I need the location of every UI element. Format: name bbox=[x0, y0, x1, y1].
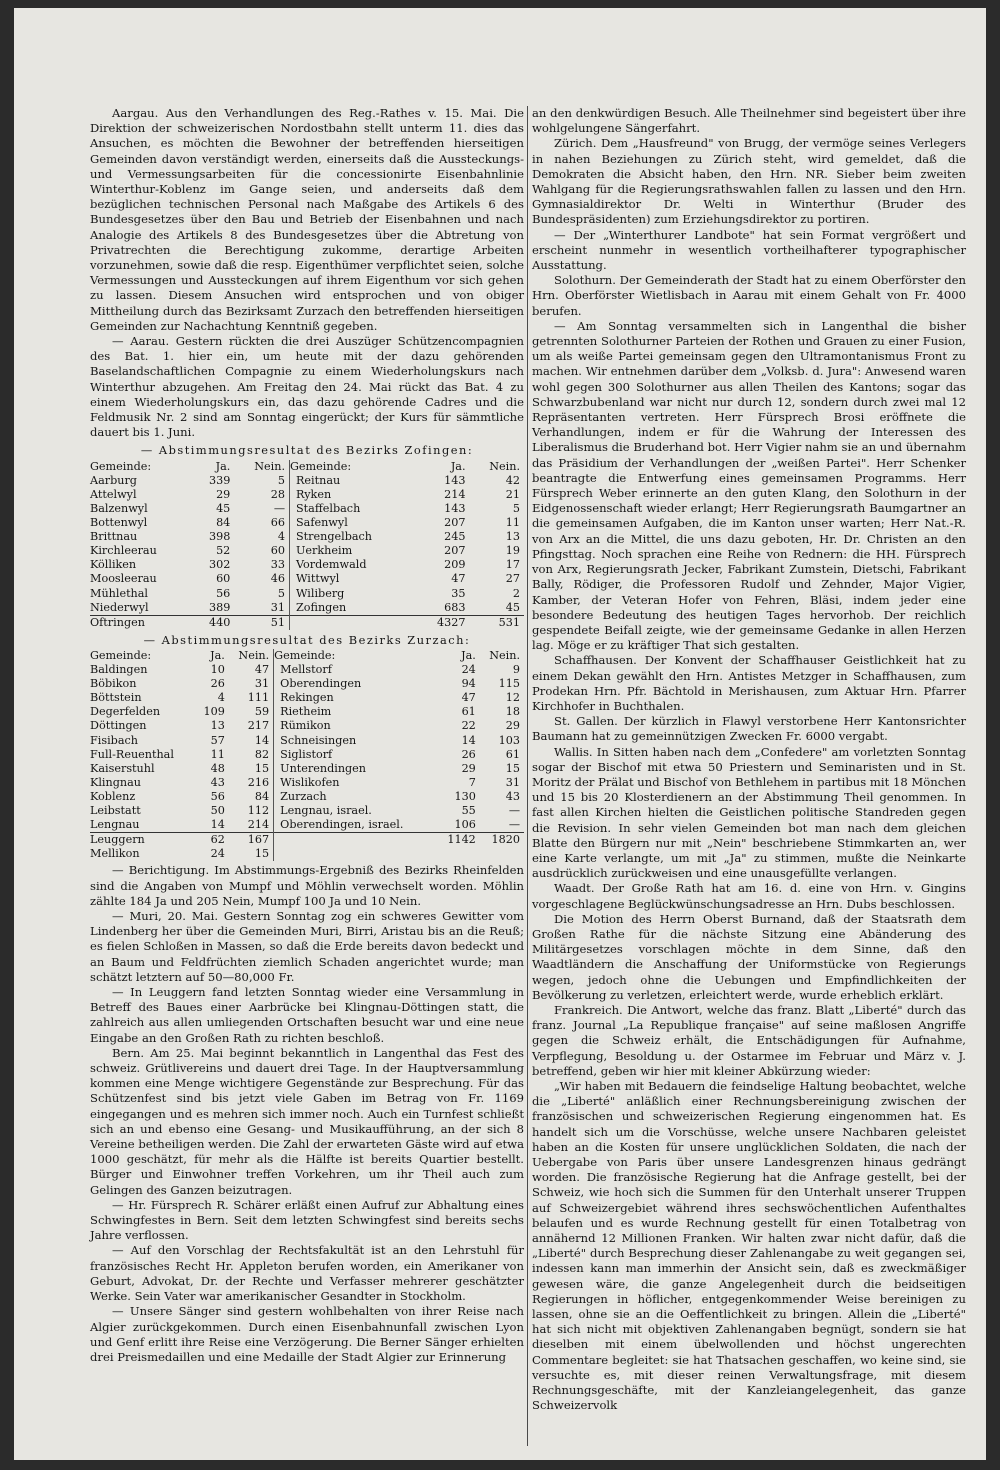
table-cell: Fisibach bbox=[90, 733, 138, 747]
table-cell: 209 bbox=[444, 558, 466, 572]
table-row bbox=[90, 601, 524, 616]
table-cell: 94 bbox=[461, 677, 476, 691]
table-cell: 15 bbox=[254, 847, 270, 861]
table-cell: 26 bbox=[461, 747, 476, 761]
table-cell: 47 bbox=[254, 663, 270, 677]
table-cell: 1142 bbox=[439, 833, 480, 848]
article-schwingfest: — Hr. Fürsprech R. Schärer erläßt einen Aufruf zur Abhaltung eines Schwingfestes in Bern. Seit dem letzten Schwingfest sind bereits sechs Jahre verflossen. bbox=[90, 1197, 524, 1243]
table-cell: 56 bbox=[210, 789, 225, 803]
table-cell: 14 bbox=[210, 818, 225, 832]
table-cell: 5 bbox=[512, 501, 520, 515]
left-column bbox=[90, 106, 524, 1365]
table-row bbox=[90, 488, 524, 502]
table-cell: 60 bbox=[270, 544, 285, 558]
table-cell: 216 bbox=[247, 775, 270, 789]
table-cell: Rümikon bbox=[274, 719, 439, 733]
table-cell: Oftringen bbox=[90, 615, 195, 630]
table-cell: Zofingen bbox=[290, 601, 419, 616]
table-cell: Moosleerau bbox=[90, 572, 157, 586]
table-cell: Kölliken bbox=[90, 558, 137, 572]
table-cell bbox=[274, 847, 439, 861]
table-cell: Lengnau bbox=[90, 818, 140, 832]
table-cell: 111 bbox=[247, 691, 270, 705]
table-cell: Mellstorf bbox=[274, 663, 439, 677]
table-cell: 531 bbox=[470, 615, 524, 630]
table-row bbox=[90, 544, 524, 558]
table-cell: — bbox=[508, 818, 520, 832]
table-cell: 19 bbox=[505, 544, 520, 558]
article-aarau: — Aarau. Gestern rückten die drei Auszüger Schützencompagnien des Bat. 1. hier ein, um heute mit der dazu gehörenden Baselandschaftlichen Compagnie zu einem Wiederholungskurs nach Winterthur abzugehen. Am Freitag den 24. Mai rückt das Bat. 4 zu einem Wiederholungskurs ein, das dazu gehörende Cadres und die Feldmusik Nr. 2 sind am Sonntag eingerückt; der Kurs für sämmtliche dauert bis 1. Juni. bbox=[90, 334, 524, 440]
column-divider bbox=[527, 106, 528, 1446]
table-row bbox=[90, 558, 524, 572]
header-cell: Nein. bbox=[254, 459, 285, 473]
table-row bbox=[90, 705, 524, 719]
table-cell: 440 bbox=[195, 615, 235, 630]
header-cell: Nein. bbox=[489, 649, 520, 662]
article-waadt: Waadt. Der Große Rath hat am 16. d. eine von Hrn. v. Gingins vorgeschlagene Beglückwünschungsadresse an Hrn. Dubs beschlossen. bbox=[532, 881, 966, 911]
table-cell: 12 bbox=[505, 691, 520, 705]
header-cell: Nein. bbox=[238, 649, 270, 662]
table-cell: 33 bbox=[270, 558, 285, 572]
table-cell: 10 bbox=[210, 663, 225, 677]
article-frankreich-quote: „Wir haben mit Bedauern die feindselige Haltung beobachtet, welche die „Liberté" anläßlich einer Rechnungsbereinigung zwischen der französischen und schweizerischen Regierung eingenommen hat. Es handelt sich um die Vorschüsse, welche unsere Nachbaren geleistet haben an die Kosten für unsere unglücklichen Soldaten, die nach der Uebergabe von Paris über unsere Landesgrenzen hinaus gedrängt worden. Die französische Regierung hat die Anfrage gestellt, bei der Schweiz, wie hoch sich die Summen für den Unterhalt unserer Truppen auf Schweizergebiet während ihres sechswöchentlichen Aufenthaltes belaufen und es wurde Rechnung gestellt für einen Totalbetrag von annähernd 12 Millionen Franken. Wir halten zwar nicht dafür, daß die „Liberté" durch Besprechung dieser Zahlenangabe zu weit gegangen sei, indessen kann man immerhin der Ansicht sein, daß es zweckmäßiger gewesen wäre, die ganze Angelegenheit durch die beidseitigen Regierungen in höflicher, entgegenkommender Weise bereinigen zu lassen, ohne sie an die Oeffentlichkeit zu bringen. Allein die „Liberté" hat sich nicht mit objektiven Zahlenangaben begnügt, sondern sie hat dieselben mit einem übelwollenden und höchst ungerechten Commentare begleitet: sie hat Thatsachen geschaffen, wo keine sind, sie versuchte es, mit dieser reinen Verwaltungsfrage, mit diesem Rechnungsgeschäfte, mit der Kanzleiangelegenheit, das ganze Schweizervolk bbox=[532, 1079, 966, 1413]
table-cell: 45 bbox=[216, 501, 231, 515]
header-cell: Gemeinde: bbox=[274, 649, 439, 663]
table-cell: Böttstein bbox=[90, 691, 142, 705]
article-langenthal: — Am Sonntag versammelten sich in Langenthal die bisher getrennten Solothurner Parteien der Rothen und Grauen zu einer Fusion, um als weiße Partei gemeinsam gegen den Ultramontanismus Front zu machen. Wir entnehmen darüber dem „Volksb. d. Jura": Anwesend waren wohl gegen 300 Solothurner aus allen Theilen des Kantons; sogar das Schwarzbubenland war nicht nur durch 12, sondern durch zwei mal 12 Repräsentanten vertreten. Herr Fürsprech Brosi eröffnete die Verhandlungen, indem er für die Wahrung der Interessen des Liberalismus die Bruderhand bot. Herr Vigier nahm sie an und übernahm das Präsidium der Verhandlungen der „weißen Partei". Herr Schenker beantragte die Entwerfung eines gemeinsamen Programms. Herr Fürsprech Weber erinnerte an den guten Klang, den Solothurn in der Eidgenossenschaft wieder erlangt; Herr Regierungsrath Baumgartner an die gemeinsamen Aufgaben, die im Kanton unser warten; Herr Nat.-R. von Arx an die Mittel, die uns dazu geboten, Hr. Dr. Christen an den Pfingsttag. Noch sprachen eine Reihe von Rednern: die HH. Fürsprech von Arx, Regierungsrath Jecker, Fabrikant Zumstein, Dietschi, Fabrikant Bally, Rödiger, die Professoren Rudolf und Zehnder, Major Vigier, Kamber, der Veteran Hofer von Fehren, Bläsi, indem jeder eine besondere Bedeutung des heutigen Tages hervorhob. Der reichlich gespendete Beifall zeigte, wie der gemeinsame Gedanke in allen Herzen lag. Möge er zu kräftiger That sich gestalten. bbox=[532, 318, 966, 653]
table-cell: Safenwyl bbox=[290, 516, 419, 530]
table-cell: 302 bbox=[208, 558, 231, 572]
article-schaffhausen: Schaffhausen. Der Konvent der Schaffhauser Geistlichkeit hat zu einem Dekan gewählt den Hrn. Antistes Metzger in Schaffhausen, zum Prodekan Hrn. Pfr. Bächtold in Merishausen, zum Aktuar Hrn. Pfarrer Kirchhofer in Buchthalen. bbox=[532, 653, 966, 713]
zofingen-table-title: — Abstimmungsresultat des Bezirks Zofingen: bbox=[140, 443, 474, 458]
table-cell bbox=[274, 833, 439, 848]
table-cell: 14 bbox=[254, 733, 270, 747]
header-cell: Ja. bbox=[461, 649, 476, 662]
table-cell: 103 bbox=[498, 733, 520, 747]
table-cell: 214 bbox=[247, 818, 270, 832]
table-row bbox=[90, 663, 524, 677]
table-cell: 4 bbox=[277, 530, 285, 544]
table-cell: Ryken bbox=[290, 488, 419, 502]
article-st-gallen: St. Gallen. Der kürzlich in Flawyl verstorbene Herr Kantonsrichter Baumann hat zu gemeinnützigen Zwecken Fr. 6000 vergabt. bbox=[532, 714, 966, 744]
article-saenger-cont: an den denkwürdigen Besuch. Alle Theilnehmer sind begeistert über ihre wohlgelungene Sängerfahrt. bbox=[532, 106, 966, 136]
table-cell: Mellikon bbox=[90, 847, 140, 861]
table-row bbox=[90, 615, 524, 630]
table-cell: Leuggern bbox=[90, 833, 197, 848]
table-cell: 47 bbox=[451, 572, 466, 586]
table-cell: 22 bbox=[461, 719, 476, 733]
table-row bbox=[90, 677, 524, 691]
table-cell: 11 bbox=[505, 516, 520, 530]
table-cell: 17 bbox=[505, 558, 520, 572]
article-berichtigung: — Berichtigung. Im Abstimmungs-Ergebniß des Bezirks Rheinfelden sind die Angaben von Mumpf und Möhlin verwechselt worden. Möhlin zählte 184 Ja und 205 Nein, Mumpf 100 Ja und 10 Nein. bbox=[90, 863, 524, 908]
table-cell: 13 bbox=[505, 530, 520, 544]
table-cell: — bbox=[273, 501, 285, 515]
table-cell: 43 bbox=[210, 775, 225, 789]
table-row bbox=[90, 502, 524, 516]
table-cell: 60 bbox=[216, 572, 231, 586]
table-cell: Degerfelden bbox=[90, 705, 161, 719]
table-cell: 48 bbox=[210, 761, 225, 775]
table-cell: 143 bbox=[444, 501, 466, 515]
table-row bbox=[90, 719, 524, 733]
table-cell: 29 bbox=[505, 719, 520, 733]
table-cell: 167 bbox=[229, 833, 274, 848]
header-cell: Gemeinde: bbox=[90, 459, 152, 473]
article-wallis: Wallis. In Sitten haben nach dem „Confedere" am vorletzten Sonntag sogar der Bischof mit etwa 50 Priestern und Seminaristen und in St. Moritz der Prälat und Bischof von Bethlehem in partibus mit 18 Mönchen und 15 bis 20 Klosterdienern an der Abstimmung Theil genommen. In fast allen Kirchen hielten die Geistlichen politische Standreden gegen die Revision. In sehr vielen Gemeinden bot man nach dem gleichen Blatte den Bürgern nur mit „Nein" beschriebene Stimmkarten an, wer eine Karte verlangte, um mit „Ja" zu stimmen, mußte die Neinkarte ausdrücklich zurückweisen und eine unausgefüllte verlangen. bbox=[532, 744, 966, 881]
table-cell: Full-Reuenthal bbox=[90, 747, 174, 761]
article-solothurn: Solothurn. Der Gemeinderath der Stadt hat zu einem Oberförster den Hrn. Oberförster Wietlisbach in Aarau mit einem Gehalt von Fr. 4000 berufen. bbox=[532, 273, 966, 318]
zofingen-table-body bbox=[90, 474, 524, 630]
table-cell: 52 bbox=[216, 544, 231, 558]
table-cell: 13 bbox=[210, 719, 225, 733]
table-row bbox=[90, 516, 524, 530]
table-cell: 27 bbox=[505, 572, 520, 586]
table-cell: 84 bbox=[254, 789, 270, 803]
table-row bbox=[90, 790, 524, 804]
table-cell: 15 bbox=[505, 761, 520, 775]
table-cell: 106 bbox=[454, 818, 476, 832]
table-cell: 29 bbox=[216, 487, 231, 501]
table-cell: 2 bbox=[512, 586, 520, 600]
table-cell: 61 bbox=[461, 705, 476, 719]
table-cell: Zurzach bbox=[274, 790, 439, 804]
table-cell: 389 bbox=[208, 600, 231, 614]
table-cell: Siglistorf bbox=[274, 748, 439, 762]
table-cell: Böbikon bbox=[90, 677, 137, 691]
table-cell: Bottenwyl bbox=[90, 516, 148, 530]
table-row bbox=[90, 804, 524, 818]
article-muri: — Muri, 20. Mai. Gestern Sonntag zog ein schweres Gewitter vom Lindenberg her über die Gemeinden Muri, Birri, Aristau bis an die Reuß; es fielen Schloßen in Massen, so daß die Erde bereits davon bedeckt und an Baum und Feldfrüchten ziemlich Schaden angerichtet wurde; man schätzt letztern auf 50—80,000 Fr. bbox=[90, 909, 524, 984]
table-cell: Oberendingen bbox=[274, 677, 439, 691]
article-leuggern: — In Leuggern fand letzten Sonntag wieder eine Versammlung in Betreff des Baues einer Aarbrücke bei Klingnau-Döttingen statt, die zahlreich aus allen umliegenden Ortschaften besucht war und eine neue Eingabe an den Großen Rath zu richten beschloß. bbox=[90, 985, 524, 1045]
table-cell: Reitnau bbox=[290, 474, 419, 488]
header-cell: Gemeinde: bbox=[90, 649, 152, 662]
article-landbote: — Der „Winterthurer Landbote" hat sein Format vergrößert und erscheint nunmehr in wesentlich vortheilhafterer typographischer Ausstattung. bbox=[532, 227, 966, 273]
table-cell: Oberendingen, israel. bbox=[274, 818, 439, 833]
table-row bbox=[90, 587, 524, 601]
table-cell: Staffelbach bbox=[290, 502, 419, 516]
table-cell bbox=[290, 615, 419, 630]
zofingen-results-table bbox=[90, 460, 524, 630]
table-cell: 109 bbox=[203, 705, 225, 719]
table-cell: 214 bbox=[444, 487, 466, 501]
table-cell: 1820 bbox=[480, 833, 524, 848]
table-cell: Koblenz bbox=[90, 789, 136, 803]
table-cell bbox=[439, 847, 480, 861]
table-cell: 4 bbox=[217, 691, 225, 705]
table-cell: Kirchleerau bbox=[90, 544, 157, 558]
table-cell: 46 bbox=[270, 572, 285, 586]
table-cell: Döttingen bbox=[90, 719, 147, 733]
table-cell: Strengelbach bbox=[290, 530, 419, 544]
table-cell: 9 bbox=[512, 663, 520, 677]
table-cell: 29 bbox=[461, 761, 476, 775]
table-cell: 82 bbox=[254, 747, 270, 761]
table-header-row bbox=[90, 460, 524, 474]
table-cell: Uerkheim bbox=[290, 544, 419, 558]
table-cell: 31 bbox=[254, 677, 270, 691]
table-row bbox=[90, 474, 524, 488]
table-cell: 339 bbox=[208, 473, 231, 487]
table-row bbox=[90, 762, 524, 776]
right-column bbox=[532, 106, 966, 1413]
table-cell: 42 bbox=[505, 473, 520, 487]
table-cell: 21 bbox=[505, 487, 520, 501]
table-cell: 51 bbox=[234, 615, 289, 630]
zurzach-table-title: — Abstimmungsresultat des Bezirks Zurzach: bbox=[143, 632, 471, 647]
table-cell: Wiliberg bbox=[290, 587, 419, 601]
table-row bbox=[90, 691, 524, 705]
table-row bbox=[90, 818, 524, 833]
table-cell: 207 bbox=[444, 544, 466, 558]
article-saenger: — Unsere Sänger sind gestern wohlbehalten von ihrer Reise nach Algier zurückgekommen. Durch einen Eisenbahnunfall zwischen Lyon und Genf erlitt ihre Reise eine Verzögerung. Die Berner Sänger erhielten drei Preismedaillen und eine Medaille der Stadt Algier zur Erinnerung bbox=[90, 1304, 524, 1364]
table-cell: 31 bbox=[270, 600, 285, 614]
table-cell: Klingnau bbox=[90, 775, 141, 789]
zurzach-table-body bbox=[90, 663, 524, 861]
table-cell: 245 bbox=[444, 530, 466, 544]
table-cell: Wittwyl bbox=[290, 572, 419, 586]
table-cell: Lengnau, israel. bbox=[274, 804, 439, 818]
table-row bbox=[90, 748, 524, 762]
table-cell: 5 bbox=[277, 473, 285, 487]
table-cell: 5 bbox=[277, 586, 285, 600]
zurzach-results-table bbox=[90, 649, 524, 861]
table-row bbox=[90, 776, 524, 790]
article-zuerich: Zürich. Dem „Hausfreund" von Brugg, der vermöge seines Verlegers in nahen Beziehungen zu Zürich steht, wird gemeldet, daß die Demokraten die Absicht haben, den Hrn. NR. Sieber beim zweiten Wahlgang für die Regierungsrathswahlen fallen zu lassen und den Hrn. Gymnasialdirektor Dr. Welti in Winterthur (Bruder des Bundespräsidenten) zum Erziehungsdirektor zu portiren. bbox=[532, 136, 966, 227]
table-cell: 31 bbox=[505, 775, 520, 789]
table-cell: 24 bbox=[210, 847, 225, 861]
table-cell: 26 bbox=[210, 677, 225, 691]
newspaper-page bbox=[14, 8, 986, 1460]
table-cell: Baldingen bbox=[90, 663, 148, 677]
table-cell: 66 bbox=[270, 516, 285, 530]
table-row bbox=[90, 530, 524, 544]
table-cell bbox=[480, 847, 524, 861]
table-cell: Wislikofen bbox=[274, 776, 439, 790]
article-motion-burnand: Die Motion des Herrn Oberst Burnand, daß der Staatsrath dem Großen Rathe für die nächste Sitzung eine Abänderung des Militärgesetzes vorschlagen möchte in dem Sinne, daß den Waadtländern die Anschaffung der Uniformstücke von Regierungs wegen, jedoch ohne die Uebungen und Empfindlichkeiten der Bevölkerung zu verletzen, erleichtert werde, wurde erheblich erklärt. bbox=[532, 911, 966, 1002]
table-cell: 55 bbox=[461, 804, 476, 818]
table-cell: Mühlethal bbox=[90, 586, 149, 600]
table-cell: Aarburg bbox=[90, 473, 137, 487]
table-cell: Schneisingen bbox=[274, 734, 439, 748]
header-cell: Gemeinde: bbox=[290, 460, 419, 474]
table-cell: Kaiserstuhl bbox=[90, 761, 155, 775]
header-cell: Ja. bbox=[215, 459, 231, 473]
table-cell: 57 bbox=[210, 733, 225, 747]
table-cell: 11 bbox=[210, 747, 225, 761]
table-cell: Rekingen bbox=[274, 691, 439, 705]
header-cell: Ja. bbox=[450, 459, 466, 473]
table-cell: 50 bbox=[210, 804, 225, 818]
table-row bbox=[90, 833, 524, 848]
article-bern: Bern. Am 25. Mai beginnt bekanntlich in Langenthal das Fest des schweiz. Grütlivereins und dauert drei Tage. In der Hauptversammlung kommen eine Menge wichtigere Gegenstände zur Besprechung. Für das Schützenfest sind bis jetzt viele Gaben im Betrag von Fr. 1169 eingegangen und es mehren sich immer noch. Auch ein Turnfest schließt sich an und ebenso eine Gesang- und Musikaufführung, an der sich 8 Vereine betheiligen werden. Die Zahl der erwarteten Gäste wird auf etwa 1000 geschätzt, für mehr als die Hälfte ist bereits Quartier bestellt. Bürger und Einwohner treffen Vorkehren, um ihr Theil auch zum Gelingen des Ganzen beizutragen. bbox=[90, 1045, 524, 1197]
table-row bbox=[90, 847, 524, 861]
article-aargau: Aargau. Aus den Verhandlungen des Reg.-Rathes v. 15. Mai. Die Direktion der schweizerischen Nordostbahn stellt unterm 11. dies das Ansuchen, es möchten die Bewohner der betreffenden hierseitigen Gemeinden davon verständigt werden, einerseits daß die Aussteckungs- und Vermessungsarbeiten für die concessionirte Eisenbahnlinie Winterthur-Koblenz im Gange seien, und anderseits daß dem bezüglichen technischen Personal nach Maßgabe des Artikels 6 des Bundesgesetzes über den Bau und Betrieb der Eisenbahnen und nach Analogie des Artikels 8 des Bundesgesetzes über die Abtretung von Privatrechten die Berechtigung zukomme, derartige Arbeiten vorzunehmen, sowie daß die resp. Eigenthümer verpflichtet seien, solche Vermessungen und Aussteckungen auf ihrem Eigenthum vor sich gehen zu lassen. Diesem Ansuchen wird entsprochen und von obiger Mittheilung durch das Bezirksamt Zurzach den betreffenden hierseitigen Gemeinden zur Nachachtung Kenntniß gegeben. bbox=[90, 106, 524, 333]
table-cell: 35 bbox=[451, 586, 466, 600]
table-cell: Leibstatt bbox=[90, 804, 141, 818]
table-cell: 14 bbox=[461, 733, 476, 747]
table-row bbox=[90, 734, 524, 748]
table-cell: 115 bbox=[498, 677, 520, 691]
header-cell: Ja. bbox=[210, 649, 225, 662]
article-rechtsfakultaet: — Auf den Vorschlag der Rechtsfakultät ist an den Lehrstuhl für französisches Recht Hr. Appleton berufen worden, ein Amerikaner von Geburt, Advokat, Dr. der Rechte und Verfasser mehrerer geschätzter Werke. Sein Vater war amerikanischer Gesandter in Stockholm. bbox=[90, 1243, 524, 1304]
table-cell: 43 bbox=[505, 789, 520, 803]
table-cell: 61 bbox=[505, 747, 520, 761]
table-cell: 59 bbox=[254, 705, 270, 719]
table-cell: 7 bbox=[468, 775, 476, 789]
table-cell: 112 bbox=[247, 804, 270, 818]
table-cell: Attelwyl bbox=[90, 487, 137, 501]
table-cell: 217 bbox=[247, 719, 270, 733]
table-cell: — bbox=[508, 804, 520, 818]
table-cell: Vordemwald bbox=[290, 558, 419, 572]
table-cell: 143 bbox=[444, 473, 466, 487]
table-cell: 56 bbox=[216, 586, 231, 600]
table-cell: 24 bbox=[461, 663, 476, 677]
table-cell: 398 bbox=[208, 530, 231, 544]
table-cell: 130 bbox=[454, 789, 476, 803]
table-header-row bbox=[90, 649, 524, 663]
table-cell: Niederwyl bbox=[90, 600, 149, 614]
table-cell: 28 bbox=[270, 487, 285, 501]
table-cell: 84 bbox=[216, 516, 231, 530]
table-cell: 683 bbox=[444, 600, 466, 614]
table-cell: 62 bbox=[197, 833, 229, 848]
table-cell: 15 bbox=[254, 761, 270, 775]
table-row bbox=[90, 572, 524, 586]
article-frankreich: Frankreich. Die Antwort, welche das franz. Blatt „Liberté" durch das franz. Journal „La Republique française" auf seine maßlosen Angriffe gegen die Schweiz erhält, die Entschädigungen für Aufnahme, Verpflegung, Besoldung u. der Ostarmee im Februar und März v. J. betreffend, geben wir hier mit kleiner Abkürzung wieder: bbox=[532, 1002, 966, 1078]
header-cell: Nein. bbox=[489, 459, 520, 473]
table-cell: 207 bbox=[444, 516, 466, 530]
table-cell: Balzenwyl bbox=[90, 501, 148, 515]
table-cell: 45 bbox=[505, 600, 520, 614]
table-cell: 4327 bbox=[419, 615, 470, 630]
table-cell: Unterendingen bbox=[274, 762, 439, 776]
table-cell: 47 bbox=[461, 691, 476, 705]
table-cell: Brittnau bbox=[90, 530, 138, 544]
table-cell: 18 bbox=[505, 705, 520, 719]
table-cell: Rietheim bbox=[274, 705, 439, 719]
